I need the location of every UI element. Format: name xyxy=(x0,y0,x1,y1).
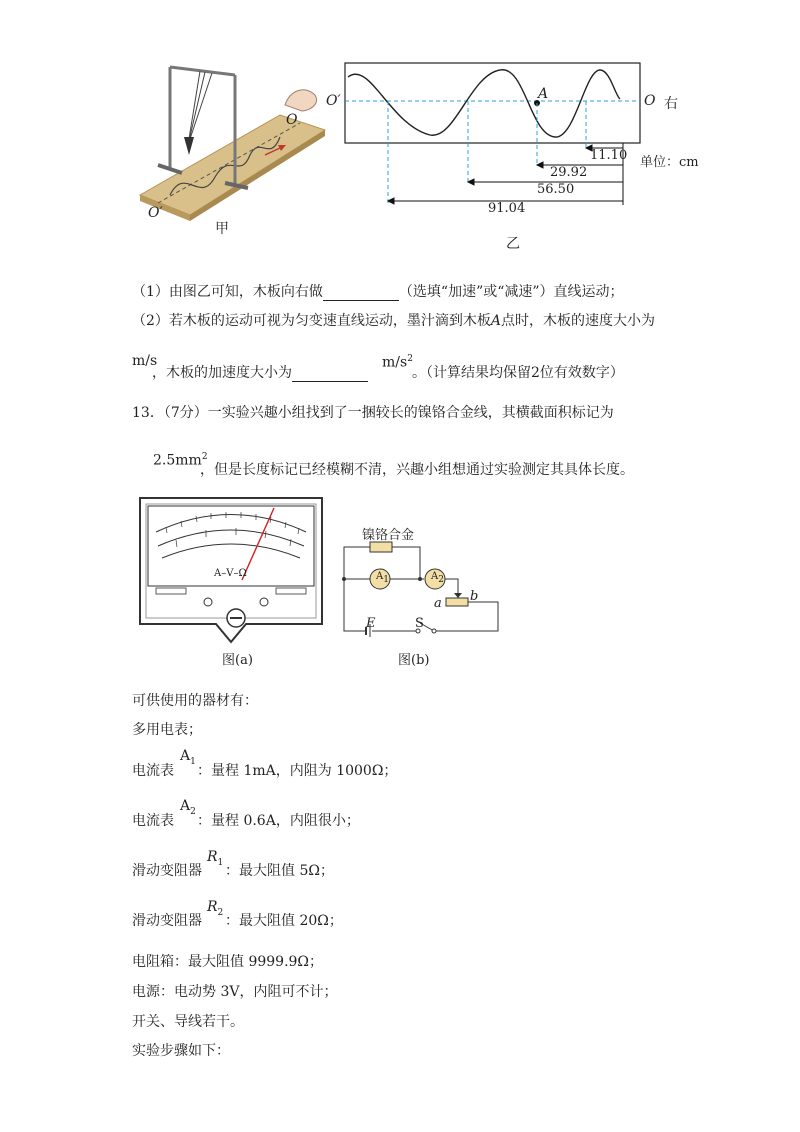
switch-contact xyxy=(432,629,436,633)
figure-yi-caption: 乙 xyxy=(506,236,520,252)
dim-label: 56.50 xyxy=(537,182,575,197)
q12-line3 xyxy=(152,364,368,382)
a2-letter: A xyxy=(431,571,439,582)
figure-yi-wave xyxy=(330,55,650,225)
wire xyxy=(344,579,366,631)
meter-slot xyxy=(156,588,186,594)
pendulum-string xyxy=(188,73,212,145)
r1-symbol-letter: R xyxy=(207,849,218,865)
q12-line2-text-b: 点时，木板的速度大小为 xyxy=(501,313,656,329)
a1-symbol-letter: A xyxy=(180,748,191,764)
equipment-switch: 开关、导线若干。 xyxy=(132,1014,244,1030)
terminal-knob xyxy=(260,598,268,606)
q12-note: 。（计算结果均保留2位有效数字） xyxy=(412,365,624,381)
a1-label xyxy=(376,571,389,585)
paper-strip-frame xyxy=(345,63,640,143)
q12-line3-text: ，木板的加速度大小为 xyxy=(152,365,292,381)
steps-heading: 实验步骤如下： xyxy=(132,1043,230,1059)
dim-arrow-29-92-head xyxy=(537,162,543,168)
yi-point-oprime-label: O′ xyxy=(326,93,341,109)
dim-arrow-91-04-head xyxy=(388,198,394,204)
pendulum-string xyxy=(188,71,200,145)
q12-line2 xyxy=(132,312,655,330)
slider-arrow xyxy=(454,593,462,598)
q12-line1-hint: （选填“加速”或“减速”）直线运动； xyxy=(398,284,624,300)
equipment-resistance-box: 电阻箱：最大阻值 9999.9Ω； xyxy=(132,954,324,970)
unit-ms2-base: m/s xyxy=(382,354,408,371)
q12-line2-text: （2）若木板的运动可视为匀变速直线运动，墨汁滴到木板 xyxy=(132,313,491,329)
equipment-a1-prefix: 电流表 xyxy=(132,763,174,779)
q12-line1 xyxy=(132,283,624,301)
dim-label: 11.10 xyxy=(590,148,628,163)
hand xyxy=(285,90,317,111)
unit-ms: m/s xyxy=(132,353,158,369)
equipment-power: 电源：电动势 3V，内阻可不计； xyxy=(132,984,338,1000)
a1-symbol-sub: 1 xyxy=(190,756,196,767)
yi-point-o-label: O xyxy=(644,93,656,109)
r2-symbol-letter: R xyxy=(207,899,218,915)
a1-sub: 1 xyxy=(383,575,389,585)
pendulum-string xyxy=(188,72,205,145)
equipment-r2-prefix: 滑动变阻器 xyxy=(132,913,202,929)
answer-blank-1[interactable] xyxy=(323,286,399,301)
equipment-a2-spec: ：量程 0.6A，内阻很小； xyxy=(197,813,360,829)
meter-caption: 图(a) xyxy=(222,653,253,668)
a1-letter: A xyxy=(376,571,384,582)
terminal-knob xyxy=(204,598,212,606)
wire xyxy=(392,547,420,579)
rheostat xyxy=(446,598,468,606)
equipment-a2-symbol xyxy=(180,797,196,821)
unit-ms2 xyxy=(382,350,413,372)
equipment-multimeter: 多用电表； xyxy=(132,722,202,738)
unit-label: 单位：cm xyxy=(640,155,699,170)
a2-symbol-sub: 2 xyxy=(190,806,196,817)
dim-label: 91.04 xyxy=(488,201,526,216)
unit-ms2-sup: 2 xyxy=(407,354,413,364)
battery-e-label: E xyxy=(366,616,376,631)
r2-symbol-sub: 2 xyxy=(217,907,224,918)
q13-stem-cont: ，但是长度标记已经模糊不清，兴趣小组想通过实验测定其具体长度。 xyxy=(200,462,634,478)
equipment-r1-spec: ：最大阻值 5Ω； xyxy=(225,863,334,879)
wire xyxy=(344,547,370,579)
equipment-heading: 可供使用的器材有： xyxy=(132,693,258,709)
meter-slot xyxy=(276,588,306,594)
ink-funnel xyxy=(184,137,194,155)
q13-stem: 13．（7分）一实验兴趣小组找到了一捆较长的镍铬合金线，其横截面积标记为 xyxy=(132,405,614,421)
equipment-a1-spec: ：量程 1mA，内阻为 1000Ω； xyxy=(197,763,398,779)
q13-area-value: 2.5mm xyxy=(153,452,202,469)
equipment-r2-symbol xyxy=(207,898,223,922)
junction-dot xyxy=(342,577,346,581)
equipment-r1-symbol xyxy=(207,848,223,872)
nichrome-resistor xyxy=(370,542,392,552)
stand-top-bar xyxy=(170,67,235,75)
switch-s-label: S xyxy=(415,616,424,631)
equipment-r2-spec: ：最大阻值 20Ω； xyxy=(225,913,343,929)
answer-blank-2[interactable] xyxy=(292,367,368,382)
equipment-a2-prefix: 电流表 xyxy=(132,813,174,829)
a2-sub: 2 xyxy=(438,575,444,585)
junction-dot xyxy=(418,577,422,581)
rheostat-b-label: b xyxy=(470,589,479,604)
a2-label xyxy=(431,571,444,585)
a2-symbol-letter: A xyxy=(180,798,191,814)
yi-right-label: 右 xyxy=(664,96,678,112)
dim-arrow-56-50-head xyxy=(468,179,474,185)
dim-label: 29.92 xyxy=(550,165,588,180)
q12-point-a: A xyxy=(490,313,502,329)
r1-symbol-sub: 1 xyxy=(217,857,224,868)
jia-point-oprime-label: O′ xyxy=(148,205,163,221)
figure-jia-caption: 甲 xyxy=(215,221,229,237)
meter-dial-label: A–V–Ω xyxy=(214,568,247,579)
q12-line1-text: （1）由图乙可知，木板向右做 xyxy=(132,284,323,300)
wave-curve xyxy=(348,70,620,137)
q13-area-sup: 2 xyxy=(201,452,208,462)
circuit-caption: 图(b) xyxy=(398,653,430,668)
wire-label: 镍铬合金 xyxy=(362,528,415,543)
rheostat-a-label: a xyxy=(434,596,442,611)
equipment-a1-symbol xyxy=(180,747,196,771)
jia-point-o-label: O xyxy=(286,112,298,128)
equipment-r1-prefix: 滑动变阻器 xyxy=(132,863,202,879)
yi-point-a-label: A xyxy=(538,86,549,102)
